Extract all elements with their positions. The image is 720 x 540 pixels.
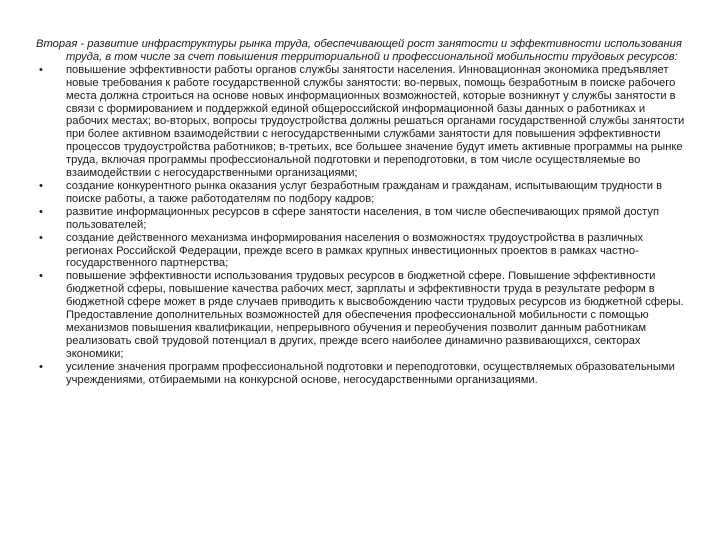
list-item-text: развитие информационных ресурсов в сфере занятости населения, в том числе обеспечивающих прямой доступ пользователей;	[66, 205, 660, 231]
bullet-icon: •	[39, 63, 43, 76]
bullet-icon: •	[39, 231, 43, 244]
slide-body	[36, 38, 686, 386]
list-item	[36, 232, 686, 271]
list-item-text: повышение эффективности использования трудовых ресурсов в бюджетной сфере. Повышение эффективности бюджетной сферы, повышение качества рабочих мест, зарплаты и эффективности труда в результате реформ в бюджетной сфере может в ряде случаев приводить к высвобождению части трудовых ресурсов из бюджетной сферы. Предоставление дополнительных возможностей для обеспечения профессиональной мобильности с помощью механизмов повышения квалификации, непрерывного обучения и переобучения позволит данным работникам реализовать свой трудовой потенциал в других, прежде всего наиболее динамично развивающихся, секторах экономики;	[66, 270, 684, 360]
list-item-text: создание конкурентного рынка оказания услуг безработным гражданам и гражданам, испытывающим трудности в поиске работы, а также работодателям по подбору кадров;	[66, 179, 663, 205]
list-item-text: создание действенного механизма информирования населения о возможностях трудоустройства в различных регионах Российской Федерации, прежде всего в рамках крупных инвестиционных проектов в рамках частно-государственного партнерства;	[66, 231, 644, 270]
list-item	[36, 64, 686, 180]
list-item	[36, 206, 686, 232]
bullet-icon: •	[39, 360, 43, 373]
intro-paragraph: Вторая - развитие инфраструктуры рынка труда, обеспечивающей рост занятости и эффективности использования труда, в том числе за счет повышения территориальной и профессиональной мобильности трудовых ресурсов:	[36, 38, 682, 63]
list-item	[36, 270, 686, 360]
bullet-list	[36, 64, 686, 387]
list-item	[36, 180, 686, 206]
list-item-text: усиление значения программ профессиональной подготовки и переподготовки, осуществляемых образовательными учреждениями, отбираемыми на конкурсной основе, негосударственными организациями.	[66, 360, 675, 386]
bullet-icon: •	[39, 179, 43, 192]
bullet-icon: •	[39, 205, 43, 218]
list-item	[36, 361, 686, 387]
list-item-text: повышение эффективности работы органов службы занятости населения. Инновационная экономика предъявляет новые требования к работе государственной службы занятости: во-первых, помощь безработным в поиске рабочего места должна строиться на основе новых информационных возможностей, которые возникнут у службы занятости в связи с формированием и поддержкой единой общероссийской информационной базы данных о работниках и рабочих местах; во-вторых, вопросы трудоустройства должны решаться органами государственной службы занятости при более активном взаимодействии с негосударственными службами занятости для повышения эффективности процессов трудоустройства работников; в-третьих, все большее значение будут иметь активные программы на рынке труда, включая программы профессиональной подготовки и переподготовки, в том числе осуществляемые во взаимодействии с негосударственными организациями;	[66, 63, 685, 180]
bullet-icon: •	[39, 270, 43, 283]
